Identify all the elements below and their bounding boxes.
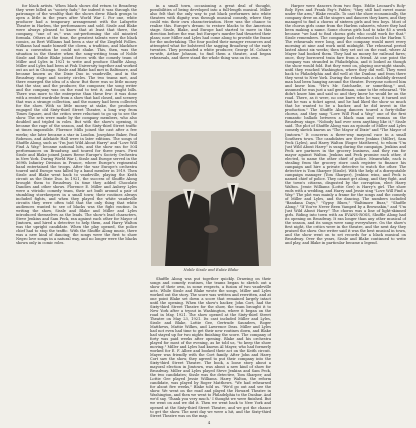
body-text: Shuffle Along was put together quickly. Drawing on their songs and comedy routines, the teams began to sketch out a show of their own, in some respects, a fusion of two vaudeville acts. While Sissle and Blake wrote the songs, Miller and Lyles worked out the story. The score was written and rewritten, and at one point Blake set down a score that remained largely intact until the opening. When the show's backer, John Cort, had the Sixty-third Street Theatre for the show, the team brought it to New York after a tryout in Washington, where it began on the road in May, 1921. The show opened at the Sixty-third Street Theatre on May 23, 1921. Its cast included Miller and Lyles, Sissle and Blake, Lottie Gee, Gertrude Saunders, Roger Matthews, Mattie Wilkes, and Lawrence Deas. Miller and Lyles had not even had time to get their new routines down, and Blake had stayed up for two nights finishing the score. The company of forty was paid weeks after opening. Blake and his orchestra played for most of the evening, as he told us, "to keep the show moving." Miller and Lyles had known Al Mayer, who had formerly worked for E. F. Albee and booked their act on the Keith circuit. Mayer was friendly with the Cort family. After John and Harry Cort saw the show, they agreed to put their company into the Sixty-third Street Theatre. The book, a loose story about a mayoral election in Jimtown, was about a new kind of show for Broadway. Miller and Lyles played Steve Jenkins and Sam Peck, the two candidates; Sissle was the detective, Tom Sharper; and Lottie Gee played Jessie Williams. Harry Walton, the reform candidate, was played by Roger Matthews. "We had rehearsed for about five weeks," Blake told us. "We'd go out and see the show. We went on the road and played the Howard Theatre in Washington, and then we went to Philadelphia to the Dunbar. And we'd say, 'Thank you very much.' I thought we were finished. But we went on and we did it. Then we went back to New York and opened at the Sixty-third Street Theatre, and we got the chance to get the show. The next day we were a hit, and the Sixty-third Street Theatre was on the map. [150,277,271,418]
portrait-photo [151,131,271,266]
body-text: in a small town, occasioning a great deal of thought, possibilities of being developed into a full-length musical. Miller also felt that the only way to put black performers into white theatres with dignity was through musical comedy, where they could win their own characterization. Here was the chance to realize this. Europe's dream: to restore blacks to the American stage. Sissle, Blake, and Europe had started to move in this direction before the war, but Europe's murder had thwarted their plans; now Miller and Lyles had come along to provide the frame for the undertaking. The four pooled their meager resources and attempted what for bolstered the sagging Broadway of the early twenties. They persuaded a white producer, George M. Cohan's ex-wife, Arthur Johnson, to find them a theatre, and began rehearsals, and there stand the whole thing was on its own. [150,4,271,61]
text-column-middle-top [150,4,271,130]
body-text: Harper were dancers from two flops. Eddie Leonard's Roly-Boly Eyes and Frank Fay's Fables; "they still had sweet music under the arm," Blake recalls. To cast the show economically, the company drew on all the singers and dancers they knew, and they managed to find a chorus of sixteen girls and two boys. Most of the chorus girls came from the Harlem cabarets, where they had been making a name. Some chorus girls had to take $5 a week because "we had to find chorus girls who could work for that." Sissle remembers. The company had rehearsed in the Harlem Y. The rehearsals were long, and the company would meet every morning at nine and work until midnight. The rehearsal period lasted about six weeks; then they set out on the road, where Al Mayer had booked them. They had no money for railroad fares; once, they borrowed train fare from a friend. At one point the company was stranded in Philadelphia, and it looked as though the show would fold. But they went on, playing one-night stands, until they reached Washington, where they did well. They went back to Philadelphia and did well at the Dunbar, and from there they went to New York. During the rehearsals a chubbily dressed man had been hanging around the theatre. Everyone noticed him and knew him. "He's Mr. Gatchaelie, or something," and, assumed he was just a sad gentleman, came to the rehearsal. "He didn't know him and said so and they knew he would be on the road. There, as it were, no one knew who he was; it turned out that he was a ticket agent, and he had liked the show so much that he wanted to be a backer, and he did invest in the production." The Shuffle Along dancers toured a forty-dollar chorus, and they sang "Love Will Find a Way," one of the first romantic ballads between a black man and woman on the Broadway stage. "Nobody had ever seen anything like it," Sissle said. The plot of Shuffle Along was an episode of Miller and Lyles comedy sketch known as "The Mayor of Dixie" and "The Mayor of Jimtown." It concerns a three-way mayoral race in a small Southern town. The candidates are Steve Jenkins (Miller), Sam Peck (Lyles), and Harry Walton (Roger Matthews), to whom "I'm Just Wild About Harry" is sung during the campaign. Jenkins and Peck are partners in the grocery business, and they run for mayor against Walton. Jenkins and Peck promise each other, if elected, to name the other chief of police. Meanwhile, each is stealing from the grocery store cash register to finance his campaign and hire a private detective to watch the other. The detective is Tom Sharper (Sissle). With the help of a disreputable campaign manager (Tom Sharper), Jenkins wins, and Peck is named chief of police. They cannot get along, and they fight, and the town's citizens, disgusted by the corruption, elect Harry Walton. Jessie Williams (Lottie Gee) is Harry's girl. The show ends with a wedding, and Harry and Jessie sing "Love Will Find a Way." The plot was mainly a frame for the songs and the comedy of Miller and Lyles, and the dancing. The numbers included "Bandana Days," "Gypsy Blues," "Baltimore Buzz," "Shuffle Along," "If You've Never Been Vamped by a Brownskin," and "I'm Just Wild About Harry." The chorus was a line of light-skinned girls. Riding into town with an EVANS-ROSS, Shuffle Along had its opening on Broadway. It ran longer than any other musical of the season, and its songs were sung everywhere. On the show's first night, the critics were in the theatre, and the next day they praised the show. One writer said it was the best musical in town, and the show went on to set records for a black musical on Broadway. Over the years, Sissle and Blake continued to write and play, and Blake in particular became a legend. [285,4,406,245]
text-column-right [285,4,406,420]
page-number: 4 [207,420,211,425]
photo-image [151,131,271,266]
photo-caption: Noble Sissle and Eubie Blake [183,268,239,272]
body-text: for black artists. When black shows did return to Broadway they were billed as "society fads;" for indeed it was through the patronage of the wealthy that the shows drew. Black groups to open a little in the years after World War I. For one, white producer had a temporary arrangement with the Lafayette Theatre in Harlem, the performances and sold. Sissle and Blake were always pleased to know that at least that there, the company, "one of us," was out-performing the old minstrel formula. Others at the time, the greatest talents were the black comics, as Bert Williams had been a star of the Ziegfeld Follies. Williams had made himself the clown, a tradition, and blackface was a convention he could not shake. This, then, was the situation in the theatre when the song-writing team of Noble Sissle and Eubie Blake joined forces with the comedy team of Miller and Lyles in 1921 to write and produce Shuffle Along. Miller and Lyles had been at Fisk University together and worked out an act in Chicago. Sissle and Blake had met in Baltimore, and became known as the Dixie Duo in vaudeville, and in the Broadway stage and society circles. The two teams met, and there emerged the idea of a show. But there was so little money that the star, and the producer, the composer, the song writer and the company was on the road to test it, and fought bills. There was more to the enterprise than these few: it was done with a rented wardrobe from a show that had closed, and scenery that was a strange collection, and the money had been collected for the show. With so little money at stake, the producers engaged the old Sixty-third Street Theatre, a long way from Times Square, and the critics were reluctant to go up to see the show. The sets were made by the company members, who also doubled and tripled in roles. But with the show's opening, it became the rage of the season, and the Sixty-third Street traffic at times impossible. Florence Mills joined the cast after a few weeks; she later became a star in London. Josephine Baker, Paul Robeson, and Adelaide Hall were in later editions. The songs of Shuffle Along, such as "I'm Just Wild About Harry" and "Love Will Find A Way," became national hits, and the show ran for 504 performances on Broadway, and toured for three years. First Sissle and Blake joined James Reese Europe's Society Orchestra in New York. During World War I, Sissle and Europe served in the 369th Infantry Division in France, where Europe's regimental band entertained the troops. After the war Europe's orchestra toured until Europe was killed by a band member in 1919. Then Sissle and Blake went back to vaudeville, playing the Keith circuit as the Dixie Duo. In 1921, the success of Shuffle Along brought them to Broadway. In time they added Chocolate Dandies and other shows. Florence E. Miller and Aubrey Lyles were a vitriolic comedy team, their act built around a pair of stumbling storekeepers in a small town; their routines always included fights, and when they played the white vaudeville circuits they were often told that the only thing that white audiences wanted to see of blacks was the fight routine. In writing the show, Sissle and Blake and Miller and Lyles introduced themselves as the leads. The show's lead characters, Steve Jenkins and Sam Peck, ran against each other for Mayor of Jimtown, and hired a detective to help them, and Harry Walton was the upright candidate. When the play opened, the police chief had to stop the traffic. With the Shuffle Along music, there was a new kind of dancing; the songs were the first to show Negro love songs in a natural way, and no longer were the blacks shown only in comic roles. [16,4,137,245]
text-column-middle-bottom [150,277,271,418]
text-column-left [16,4,137,420]
